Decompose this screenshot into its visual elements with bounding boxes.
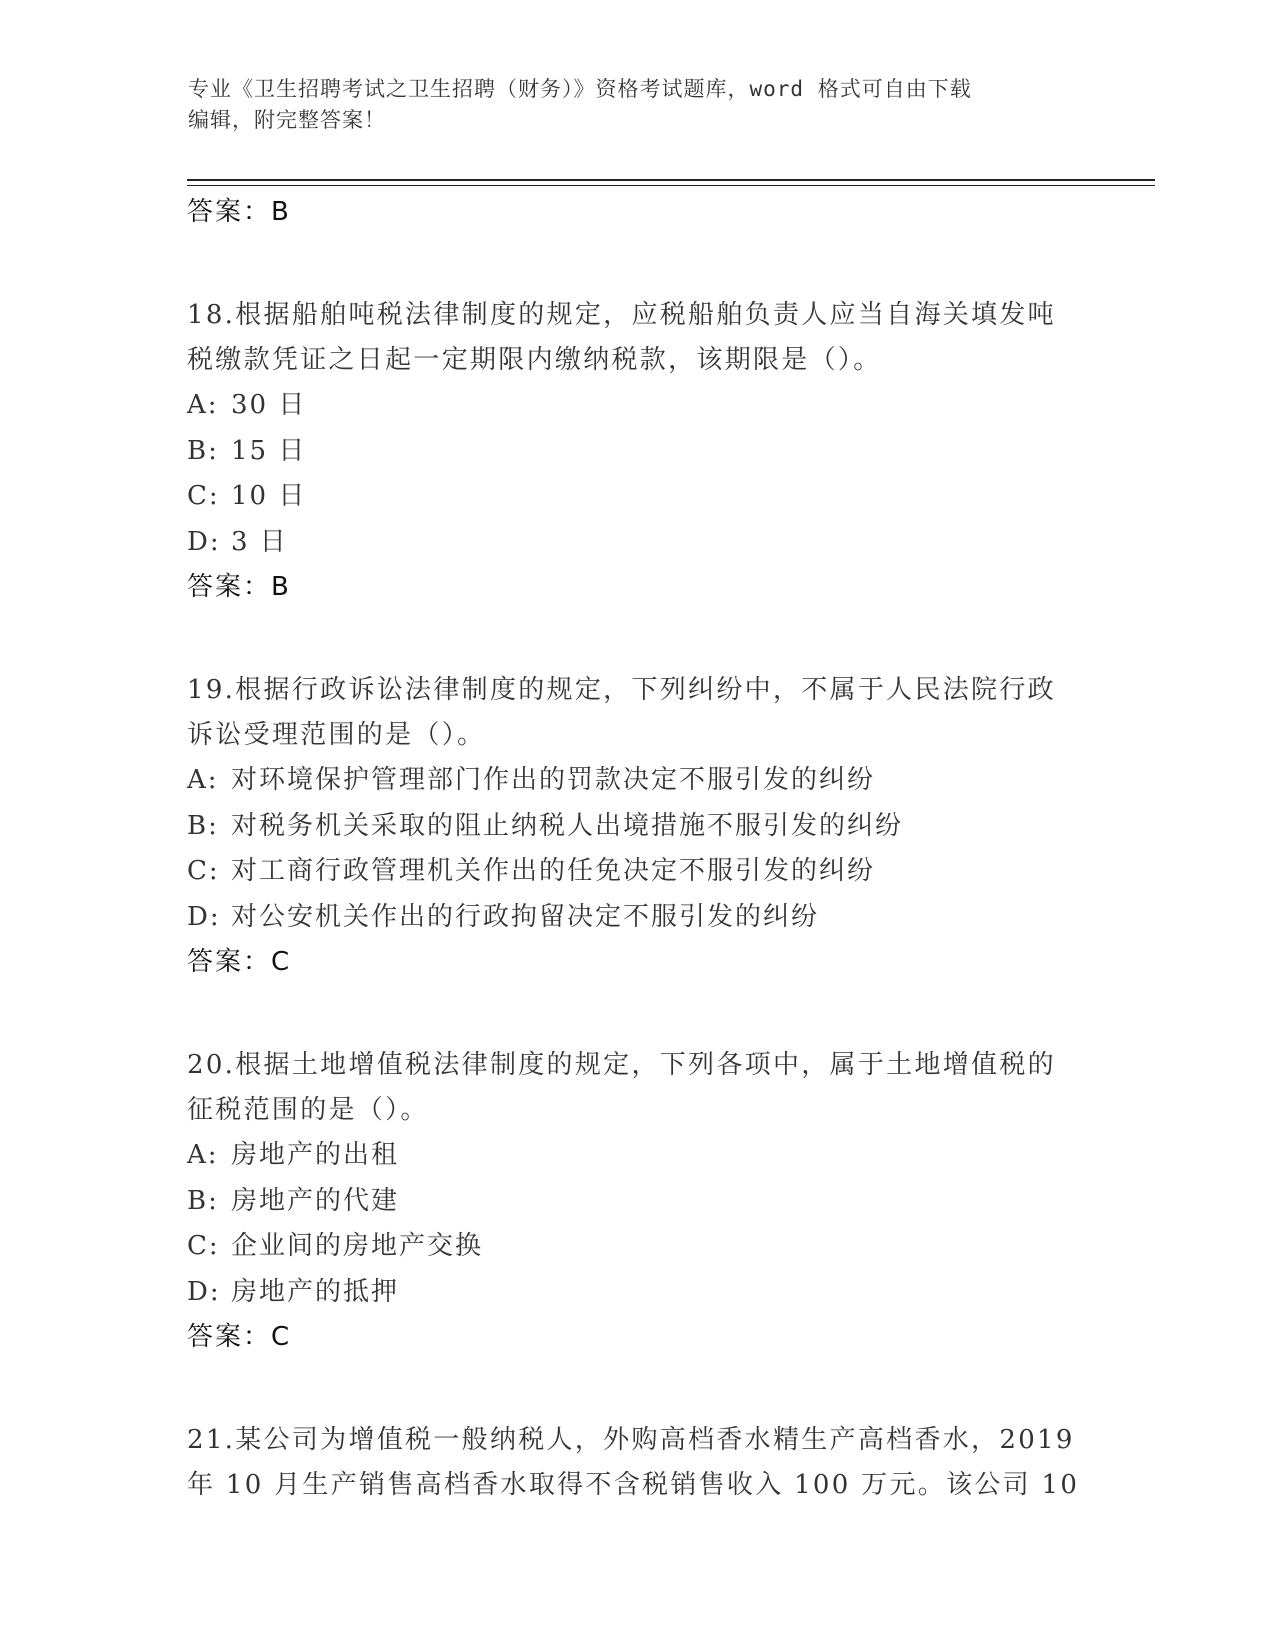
question-18	[187, 293, 1087, 609]
question-18-stem-line-1: 18.根据船舶吨税法律制度的规定，应税船舶负责人应当自海关填发吨	[187, 300, 1056, 330]
question-20-option-a	[187, 1133, 1087, 1179]
option-text: 房地产的代建	[231, 1185, 400, 1216]
option-key: B:	[187, 435, 219, 466]
question-21-stem-line-2: 年 10 月生产销售高档香水取得不含税销售收入 100 万元。该公司 10	[187, 1470, 1080, 1500]
option-key: A:	[187, 1140, 219, 1170]
option-text: 房地产的出租	[231, 1140, 400, 1170]
header-line-2: 编辑，附完整答案！	[188, 108, 386, 132]
option-text: 15 日	[231, 435, 307, 466]
option-key: D:	[187, 901, 221, 932]
option-key: D:	[187, 1276, 221, 1307]
question-21	[187, 1418, 1087, 1508]
header-line-1: 专业《卫生招聘考试之卫生招聘（财务）》资格考试题库，word 格式可自由下载	[188, 77, 972, 101]
option-text: 3 日	[231, 526, 288, 557]
question-18-option-b	[187, 429, 1087, 475]
option-key: C:	[187, 481, 220, 511]
answer-20: 答案：C	[187, 1322, 292, 1352]
answer-18: 答案：B	[187, 572, 291, 602]
option-text: 对工商行政管理机关作出的任免决定不服引发的纠纷	[231, 856, 876, 886]
document-header	[188, 74, 1068, 136]
option-key: A:	[187, 765, 219, 795]
option-text: 企业间的房地产交换	[231, 1231, 484, 1261]
option-key: C:	[187, 1231, 220, 1261]
header-divider-thin	[187, 185, 1155, 186]
option-key: B:	[187, 810, 219, 841]
question-19-option-c	[187, 849, 1087, 895]
header-divider-thick	[187, 179, 1155, 181]
question-20-option-c	[187, 1224, 1087, 1270]
question-20-option-d	[187, 1270, 1087, 1316]
question-20-stem-line-2: 征税范围的是（）。	[187, 1095, 429, 1125]
question-19-option-b	[187, 804, 1087, 850]
question-list	[187, 190, 1087, 1508]
option-text: 对环境保护管理部门作出的罚款决定不服引发的纠纷	[231, 765, 876, 795]
question-18-option-d	[187, 520, 1087, 566]
question-19-stem-line-1: 19.根据行政诉讼法律制度的规定，下列纠纷中，不属于人民法院行政	[187, 675, 1056, 705]
answer-19: 答案：C	[187, 947, 292, 977]
option-text: 10 日	[231, 481, 307, 511]
question-18-option-a	[187, 383, 1087, 429]
option-key: B:	[187, 1185, 219, 1216]
option-text: 房地产的抵押	[231, 1276, 400, 1307]
question-19	[187, 668, 1087, 984]
question-20-stem-line-1: 20.根据土地增值税法律制度的规定，下列各项中，属于土地增值税的	[187, 1050, 1056, 1080]
answer-17: 答案：B	[187, 197, 291, 227]
question-20-option-b	[187, 1179, 1087, 1225]
question-21-stem-line-1: 21.某公司为增值税一般纳税人，外购高档香水精生产高档香水，2019	[187, 1425, 1075, 1455]
question-18-stem-line-2: 税缴款凭证之日起一定期限内缴纳税款，该期限是（）。	[187, 345, 882, 375]
option-key: A:	[187, 390, 219, 420]
option-text: 对税务机关采取的阻止纳税人出境措施不服引发的纠纷	[231, 810, 904, 841]
question-19-stem-line-2: 诉讼受理范围的是（）。	[187, 720, 486, 750]
option-text: 30 日	[231, 390, 307, 420]
option-key: D:	[187, 526, 221, 557]
question-20	[187, 1043, 1087, 1359]
option-key: C:	[187, 856, 220, 886]
question-18-option-c	[187, 474, 1087, 520]
question-19-option-d	[187, 895, 1087, 941]
question-19-option-a	[187, 758, 1087, 804]
option-text: 对公安机关作出的行政拘留决定不服引发的纠纷	[231, 901, 820, 932]
